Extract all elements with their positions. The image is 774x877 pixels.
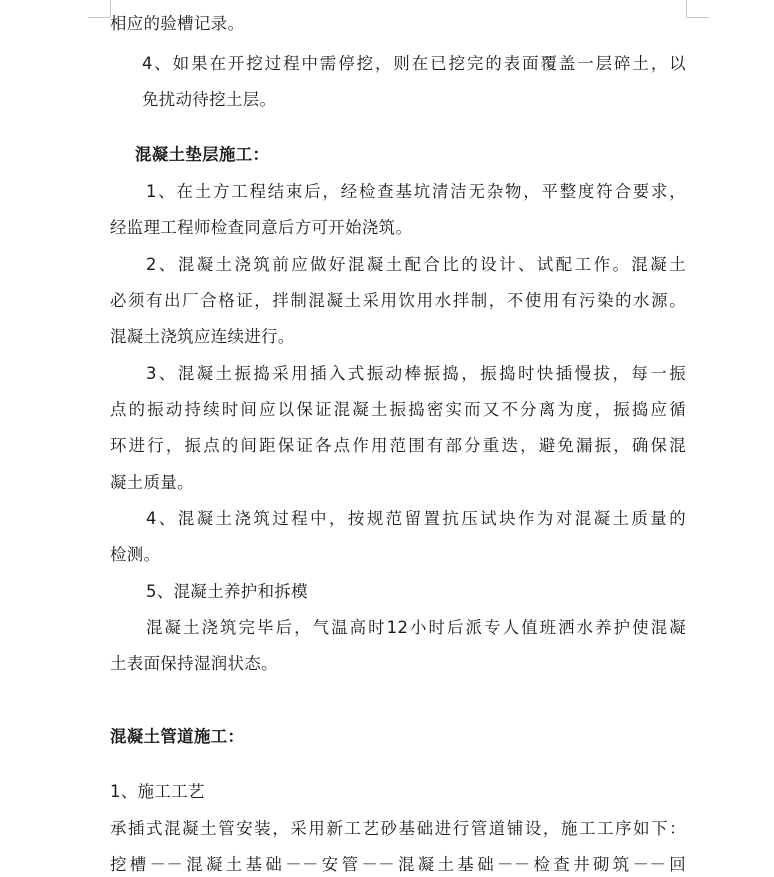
paragraph-line: 挖槽－－混凝土基础－－安管－－混凝土基础－－检查井砌筑－－回 bbox=[110, 855, 686, 874]
margin-corner-mark-right bbox=[686, 0, 709, 18]
paragraph-line: 混凝土浇筑完毕后，气温高时12小时后派专人值班洒水养护使混凝 bbox=[146, 618, 686, 637]
section-heading: 混凝土垫层施工： bbox=[135, 145, 270, 164]
paragraph-line: 点的振动持续时间应以保证混凝土振捣密实而又不分离为度，振捣应循 bbox=[110, 400, 686, 419]
paragraph-line: 检测。 bbox=[110, 545, 161, 564]
paragraph-line: 混凝土浇筑应连续进行。 bbox=[110, 327, 295, 346]
paragraph-line: 承插式混凝土管安装，采用新工艺砂基础进行管道铺设，施工工序如下： bbox=[110, 819, 686, 838]
paragraph-line: 3、混凝土振捣采用插入式振动棒振捣，振捣时快插慢拔，每一振 bbox=[146, 364, 686, 383]
paragraph-line: 经监理工程师检查同意后方可开始浇筑。 bbox=[110, 218, 413, 237]
paragraph-line: 必须有出厂合格证，拌制混凝土采用饮用水拌制，不使用有污染的水源。 bbox=[110, 291, 686, 310]
paragraph-line: 土表面保持湿润状态。 bbox=[110, 654, 278, 673]
section-heading: 混凝土管道施工： bbox=[110, 727, 245, 746]
paragraph-line: 1、施工工艺 bbox=[110, 782, 205, 801]
paragraph-line: 免扰动待挖土层。 bbox=[142, 90, 277, 109]
paragraph-line: 凝土质量。 bbox=[110, 473, 194, 492]
margin-corner-mark-left bbox=[88, 0, 111, 18]
paragraph-line: 2、混凝土浇筑前应做好混凝土配合比的设计、试配工作。混凝土 bbox=[146, 255, 686, 274]
paragraph-line: 4、如果在开挖过程中需停挖，则在已挖完的表面覆盖一层碎土，以 bbox=[142, 54, 686, 73]
paragraph-line: 相应的验槽记录。 bbox=[110, 14, 245, 33]
paragraph-line: 5、混凝土养护和拆模 bbox=[146, 582, 308, 601]
paragraph-line: 4、混凝土浇筑过程中，按规范留置抗压试块作为对混凝土质量的 bbox=[146, 509, 686, 528]
paragraph-line: 环进行，振点的间距保证各点作用范围有部分重迭，避免漏振，确保混 bbox=[110, 436, 686, 455]
paragraph-line: 1、在土方工程结束后，经检查基坑清洁无杂物，平整度符合要求， bbox=[146, 182, 686, 201]
